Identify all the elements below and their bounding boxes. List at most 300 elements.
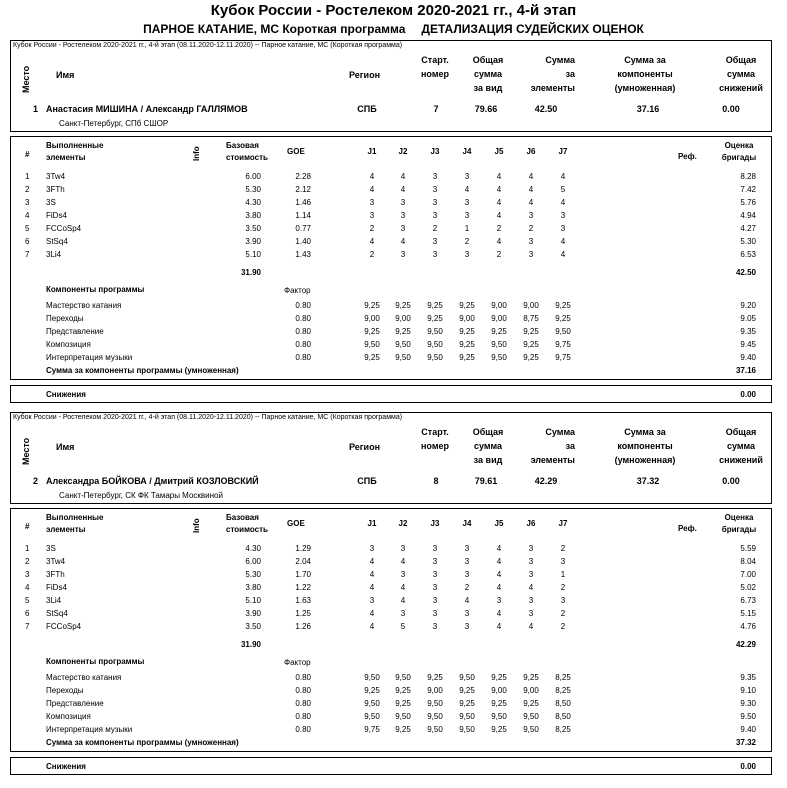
component-name: Композиция [46,340,91,349]
element-goe: 1.46 [295,198,311,207]
components-sum-label-line: компоненты [617,441,673,451]
element-judge-score: 2 [528,224,534,233]
col-panel-header-line: Оценка [724,513,754,522]
name-label: Имя [56,442,75,452]
place-label-text: Место [21,437,31,465]
table-row [11,172,771,185]
col-goe-header: GOE [287,519,305,528]
element-judge-score: 4 [400,237,406,246]
deductions-label [711,53,771,95]
element-panel-score: 6.53 [740,250,756,259]
element-judge-score: 3 [528,250,534,259]
start-no-label-line: номер [421,441,449,451]
element-judge-score: 3 [400,609,406,618]
element-number: 5 [25,224,30,233]
col-judge-header: J7 [558,147,568,156]
element-judge-score: 4 [400,596,406,605]
component-judge-score: 9,50 [427,353,443,362]
element-judge-score: 4 [369,609,375,618]
table-row [11,570,771,583]
component-judge-score: 9,75 [555,340,571,349]
factor-label: Фактор [284,658,311,667]
component-row [11,699,771,712]
element-panel-score: 4.94 [740,211,756,220]
component-judge-score: 9,50 [364,340,380,349]
col-elements-header [46,140,103,164]
col-num-header: # [25,150,30,159]
element-judge-score: 3 [432,544,438,553]
element-base: 6.00 [245,557,261,566]
element-judge-score: 4 [496,185,502,194]
start-number: 7 [433,104,439,114]
element-base: 5.10 [245,596,261,605]
component-row [11,314,771,327]
element-judge-score: 4 [528,198,534,207]
element-goe: 1.25 [295,609,311,618]
component-judge-score: 9,50 [427,712,443,721]
skater-name: Анастасия МИШИНА / Александр ГАЛЛЯМОВ [46,104,248,114]
element-code: StSq4 [46,609,68,618]
component-judge-score: 9,75 [364,725,380,734]
component-judge-score: 9,50 [395,712,411,721]
element-goe: 1.14 [295,211,311,220]
element-judge-score: 3 [369,544,375,553]
element-judge-score: 4 [560,250,566,259]
element-code: FCCoSp4 [46,224,82,233]
component-factor: 0.80 [295,673,311,682]
element-judge-score: 1 [560,570,566,579]
element-judge-score: 5 [560,185,566,194]
element-judge-score: 4 [528,622,534,631]
table-row [11,211,771,224]
element-code: 3S [46,544,56,553]
component-judge-score: 9,25 [459,301,475,310]
total-label-line: за вид [473,83,503,93]
elements-sum-label-line: за [565,441,575,451]
element-judge-score: 3 [369,596,375,605]
scores-table [10,508,772,752]
total-label-line: Общая [472,427,504,437]
element-goe: 1.70 [295,570,311,579]
element-judge-score: 3 [464,609,470,618]
element-code: FCCoSp4 [46,622,82,631]
element-judge-score: 4 [369,583,375,592]
component-panel-score: 9.45 [740,340,756,349]
element-judge-score: 3 [369,211,375,220]
component-factor: 0.80 [295,686,311,695]
scores-table [10,136,772,380]
component-judge-score: 8,25 [555,686,571,695]
element-judge-score: 3 [400,570,406,579]
page-subtitle [0,22,787,36]
subtitle-event: ПАРНОЕ КАТАНИЕ, МС Короткая программа [143,22,406,36]
element-judge-score: 3 [400,211,406,220]
components-sum-label [605,53,685,95]
element-panel-score: 8.04 [740,557,756,566]
element-judge-score: 2 [432,224,438,233]
element-panel-score: 4.27 [740,224,756,233]
deductions-row-value: 0.00 [740,390,756,399]
component-judge-score: 9,25 [555,301,571,310]
component-row [11,340,771,353]
component-judge-score: 8,50 [555,712,571,721]
col-elements-header [46,512,103,536]
table-row [11,250,771,263]
start-no-label-line: номер [421,69,449,79]
element-panel-score: 5.15 [740,609,756,618]
component-factor: 0.80 [295,725,311,734]
component-judge-score: 9,25 [395,301,411,310]
element-base: 5.10 [245,250,261,259]
element-judge-score: 4 [496,557,502,566]
total-score: 79.66 [474,104,498,114]
element-judge-score: 3 [464,172,470,181]
component-judge-score: 9,25 [491,673,507,682]
col-judge-header: J3 [430,147,440,156]
element-judge-score: 3 [400,198,406,207]
component-judge-score: 9,25 [523,353,539,362]
component-judge-score: 8,75 [523,314,539,323]
element-judge-score: 3 [400,250,406,259]
element-judge-score: 3 [464,250,470,259]
element-goe: 2.04 [295,557,311,566]
elements-sum-label [515,53,575,95]
component-judge-score: 9,00 [491,314,507,323]
start-no-label-line: Старт. [421,427,449,437]
component-judge-score: 9,25 [427,314,443,323]
components-total-label: Сумма за компоненты программы (умноженная) [46,738,239,747]
element-base: 3.90 [245,237,261,246]
element-judge-score: 2 [464,583,470,592]
component-panel-score: 9.05 [740,314,756,323]
col-base-header [226,512,268,536]
element-judge-score: 3 [528,570,534,579]
elements-sum-label-line: за [565,69,575,79]
element-judge-score: 4 [496,544,502,553]
component-judge-score: 9,00 [523,301,539,310]
element-judge-score: 3 [464,211,470,220]
element-panel-score: 8.28 [740,172,756,181]
col-judge-header: J2 [398,519,408,528]
component-row [11,327,771,340]
col-info-header-text: Info [192,518,201,533]
event-header-line: Кубок России - Ростелеком 2020-2021 гг., 4-й этап (08.11.2020-12.11.2020) -- Парное катание, МС (Короткая программа) [13,42,403,49]
element-judge-score: 4 [369,622,375,631]
col-info-header-text: Info [192,146,201,161]
element-code: 3Tw4 [46,557,66,566]
col-panel-header [711,140,767,164]
total-label-line: за вид [473,455,503,465]
skater-block [0,412,787,788]
col-info-header [192,513,204,537]
element-judge-score: 4 [528,185,534,194]
col-judge-header: J3 [430,519,440,528]
element-judge-score: 4 [464,185,470,194]
table-row [11,237,771,250]
component-judge-score: 9,00 [427,686,443,695]
element-judge-score: 3 [432,596,438,605]
subtitle-report: ДЕТАЛИЗАЦИЯ СУДЕЙСКИХ ОЦЕНОК [421,22,644,36]
element-judge-score: 4 [369,557,375,566]
component-name: Переходы [46,314,84,323]
col-judge-header: J1 [367,519,377,528]
element-panel-score: 4.76 [740,622,756,631]
component-row [11,725,771,738]
component-judge-score: 9,25 [459,327,475,336]
deductions-score: 0.00 [722,104,740,114]
component-judge-score: 9,25 [364,686,380,695]
element-judge-score: 3 [528,544,534,553]
component-judge-score: 9,25 [523,699,539,708]
deductions-label-line: Общая [725,55,757,65]
element-judge-score: 2 [464,237,470,246]
component-judge-score: 8,25 [555,725,571,734]
component-factor: 0.80 [295,327,311,336]
component-row [11,301,771,314]
col-base-header-line: Базовая [226,513,259,522]
element-judge-score: 4 [496,198,502,207]
element-judge-score: 4 [369,185,375,194]
element-goe: 1.29 [295,544,311,553]
component-row [11,673,771,686]
component-judge-score: 9,25 [555,314,571,323]
component-panel-score: 9.40 [740,725,756,734]
element-number: 3 [25,570,30,579]
place-label [13,57,33,97]
component-judge-score: 9,50 [491,353,507,362]
component-judge-score: 9,00 [395,314,411,323]
element-number: 2 [25,557,30,566]
component-judge-score: 8,25 [555,673,571,682]
element-judge-score: 2 [496,250,502,259]
component-factor: 0.80 [295,353,311,362]
components-total: 37.16 [735,366,756,375]
component-panel-score: 9.35 [740,327,756,336]
element-code: 3Tw4 [46,172,66,181]
element-judge-score: 3 [464,570,470,579]
element-judge-score: 4 [369,172,375,181]
element-judge-score: 2 [369,250,375,259]
skater-name: Александра БОЙКОВА / Дмитрий КОЗЛОВСКИЙ [46,476,259,486]
component-name: Интерпретация музыки [46,353,133,362]
component-judge-score: 9,25 [491,725,507,734]
component-judge-score: 9,50 [459,673,475,682]
element-code: FiDs4 [46,583,67,592]
component-judge-score: 9,50 [491,340,507,349]
table-row [11,185,771,198]
element-judge-score: 3 [528,557,534,566]
element-judge-score: 3 [400,224,406,233]
col-judge-header: J5 [494,519,504,528]
element-judge-score: 3 [464,557,470,566]
col-panel-header [711,512,767,536]
element-judge-score: 3 [432,237,438,246]
components-sum-label-line: (умноженная) [614,83,676,93]
col-elements-header-line: Выполненные [46,513,104,522]
elements-sum-label-line: элементы [530,455,575,465]
element-judge-score: 3 [528,237,534,246]
element-judge-score: 3 [560,596,566,605]
deductions-label-line: сумма [726,441,756,451]
element-goe: 1.43 [295,250,311,259]
element-number: 6 [25,237,30,246]
deductions-row [10,757,772,775]
col-judge-header: J5 [494,147,504,156]
element-panel-score: 7.42 [740,185,756,194]
component-factor: 0.80 [295,699,311,708]
component-panel-score: 9.50 [740,712,756,721]
component-judge-score: 9,50 [395,340,411,349]
element-number: 1 [25,544,30,553]
element-code: StSq4 [46,237,68,246]
element-judge-score: 3 [432,609,438,618]
table-row [11,596,771,609]
element-number: 1 [25,172,30,181]
skater-region: СПБ [357,104,377,114]
component-judge-score: 9,25 [395,725,411,734]
col-panel-header-line: бригады [721,153,757,162]
element-judge-score: 3 [432,583,438,592]
col-judge-header: J4 [462,147,472,156]
component-row [11,686,771,699]
table-row [11,622,771,635]
deductions-row-value: 0.00 [740,762,756,771]
element-code: 3FTh [46,185,65,194]
element-panel-score: 5.76 [740,198,756,207]
components-total: 37.32 [735,738,756,747]
element-judge-score: 2 [560,544,566,553]
base-total: 31.90 [240,640,261,649]
element-judge-score: 3 [560,224,566,233]
components-sum-label-line: Сумма за [624,55,666,65]
element-code: 3Li4 [46,596,62,605]
element-judge-score: 3 [464,544,470,553]
element-judge-score: 3 [496,596,502,605]
element-judge-score: 3 [560,211,566,220]
component-row [11,712,771,725]
element-goe: 1.22 [295,583,311,592]
component-judge-score: 9,50 [459,712,475,721]
element-judge-score: 4 [496,609,502,618]
component-judge-score: 9,50 [491,712,507,721]
col-judge-header: J4 [462,519,472,528]
page-title: Кубок России - Ростелеком 2020-2021 гг., 4-й этап [210,2,577,19]
component-judge-score: 9,25 [491,327,507,336]
element-judge-score: 3 [432,557,438,566]
component-name: Мастерство катания [46,301,122,310]
elements-total: 42.50 [735,268,756,277]
start-no-label-line: Старт. [421,55,449,65]
deductions-label-line: снижений [719,455,763,465]
component-judge-score: 9,25 [395,327,411,336]
component-name: Композиция [46,712,91,721]
element-judge-score: 4 [528,583,534,592]
col-base-header-line: стоимость [226,525,268,534]
total-score: 79.61 [474,476,498,486]
component-judge-score: 9,25 [523,673,539,682]
element-judge-score: 3 [432,211,438,220]
component-judge-score: 9,00 [364,314,380,323]
component-judge-score: 9,00 [491,301,507,310]
base-total: 31.90 [240,268,261,277]
start-number: 8 [433,476,439,486]
place-label [13,429,33,469]
elements-sum-label-line: Сумма [545,55,575,65]
element-base: 3.50 [245,224,261,233]
element-judge-score: 4 [496,570,502,579]
element-judge-score: 4 [496,237,502,246]
component-judge-score: 9,50 [459,725,475,734]
element-judge-score: 3 [528,211,534,220]
components-score: 37.32 [636,476,660,486]
deductions-label-line: сумма [726,69,756,79]
component-name: Интерпретация музыки [46,725,133,734]
deductions-row-label: Снижения [46,762,86,771]
element-judge-score: 4 [560,198,566,207]
table-row [11,198,771,211]
element-panel-score: 6.73 [740,596,756,605]
element-panel-score: 5.59 [740,544,756,553]
element-judge-score: 3 [432,250,438,259]
component-judge-score: 9,25 [364,353,380,362]
component-judge-score: 9,50 [555,327,571,336]
component-judge-score: 9,50 [427,327,443,336]
deductions-score: 0.00 [722,476,740,486]
element-goe: 1.40 [295,237,311,246]
col-ref-header: Реф. [678,524,697,533]
col-judge-header: J2 [398,147,408,156]
col-base-header-line: стоимость [226,153,268,162]
col-ref-header: Реф. [678,152,697,161]
element-judge-score: 3 [528,596,534,605]
element-number: 4 [25,583,30,592]
component-judge-score: 9,50 [364,673,380,682]
element-number: 7 [25,622,30,631]
skater-club: Санкт-Петербург, СПб СШОР [59,119,169,128]
table-row [11,224,771,237]
element-judge-score: 4 [400,583,406,592]
element-judge-score: 2 [496,224,502,233]
element-judge-score: 2 [560,583,566,592]
element-number: 2 [25,185,30,194]
component-judge-score: 9,25 [364,301,380,310]
skater-club: Санкт-Петербург, СК ФК Тамары Москвиной [59,491,223,500]
component-panel-score: 9.20 [740,301,756,310]
table-row [11,609,771,622]
skater-block [0,40,787,416]
element-judge-score: 2 [560,622,566,631]
component-judge-score: 9,00 [459,314,475,323]
components-title: Компоненты программы [46,657,145,666]
component-judge-score: 9,25 [491,699,507,708]
element-judge-score: 4 [369,237,375,246]
component-judge-score: 9,50 [364,699,380,708]
deductions-row-label: Снижения [46,390,86,399]
col-base-header-line: Базовая [226,141,259,150]
element-judge-score: 3 [528,609,534,618]
element-base: 6.00 [245,172,261,181]
component-judge-score: 9,25 [427,301,443,310]
skater-header [10,412,772,504]
elements-sum-label-line: Сумма [545,427,575,437]
element-number: 7 [25,250,30,259]
elements-score: 42.29 [534,476,558,486]
place-label-text: Место [21,65,31,93]
col-info-header [192,141,204,165]
component-name: Мастерство катания [46,673,122,682]
components-total-label: Сумма за компоненты программы (умноженная) [46,366,239,375]
component-panel-score: 9.10 [740,686,756,695]
